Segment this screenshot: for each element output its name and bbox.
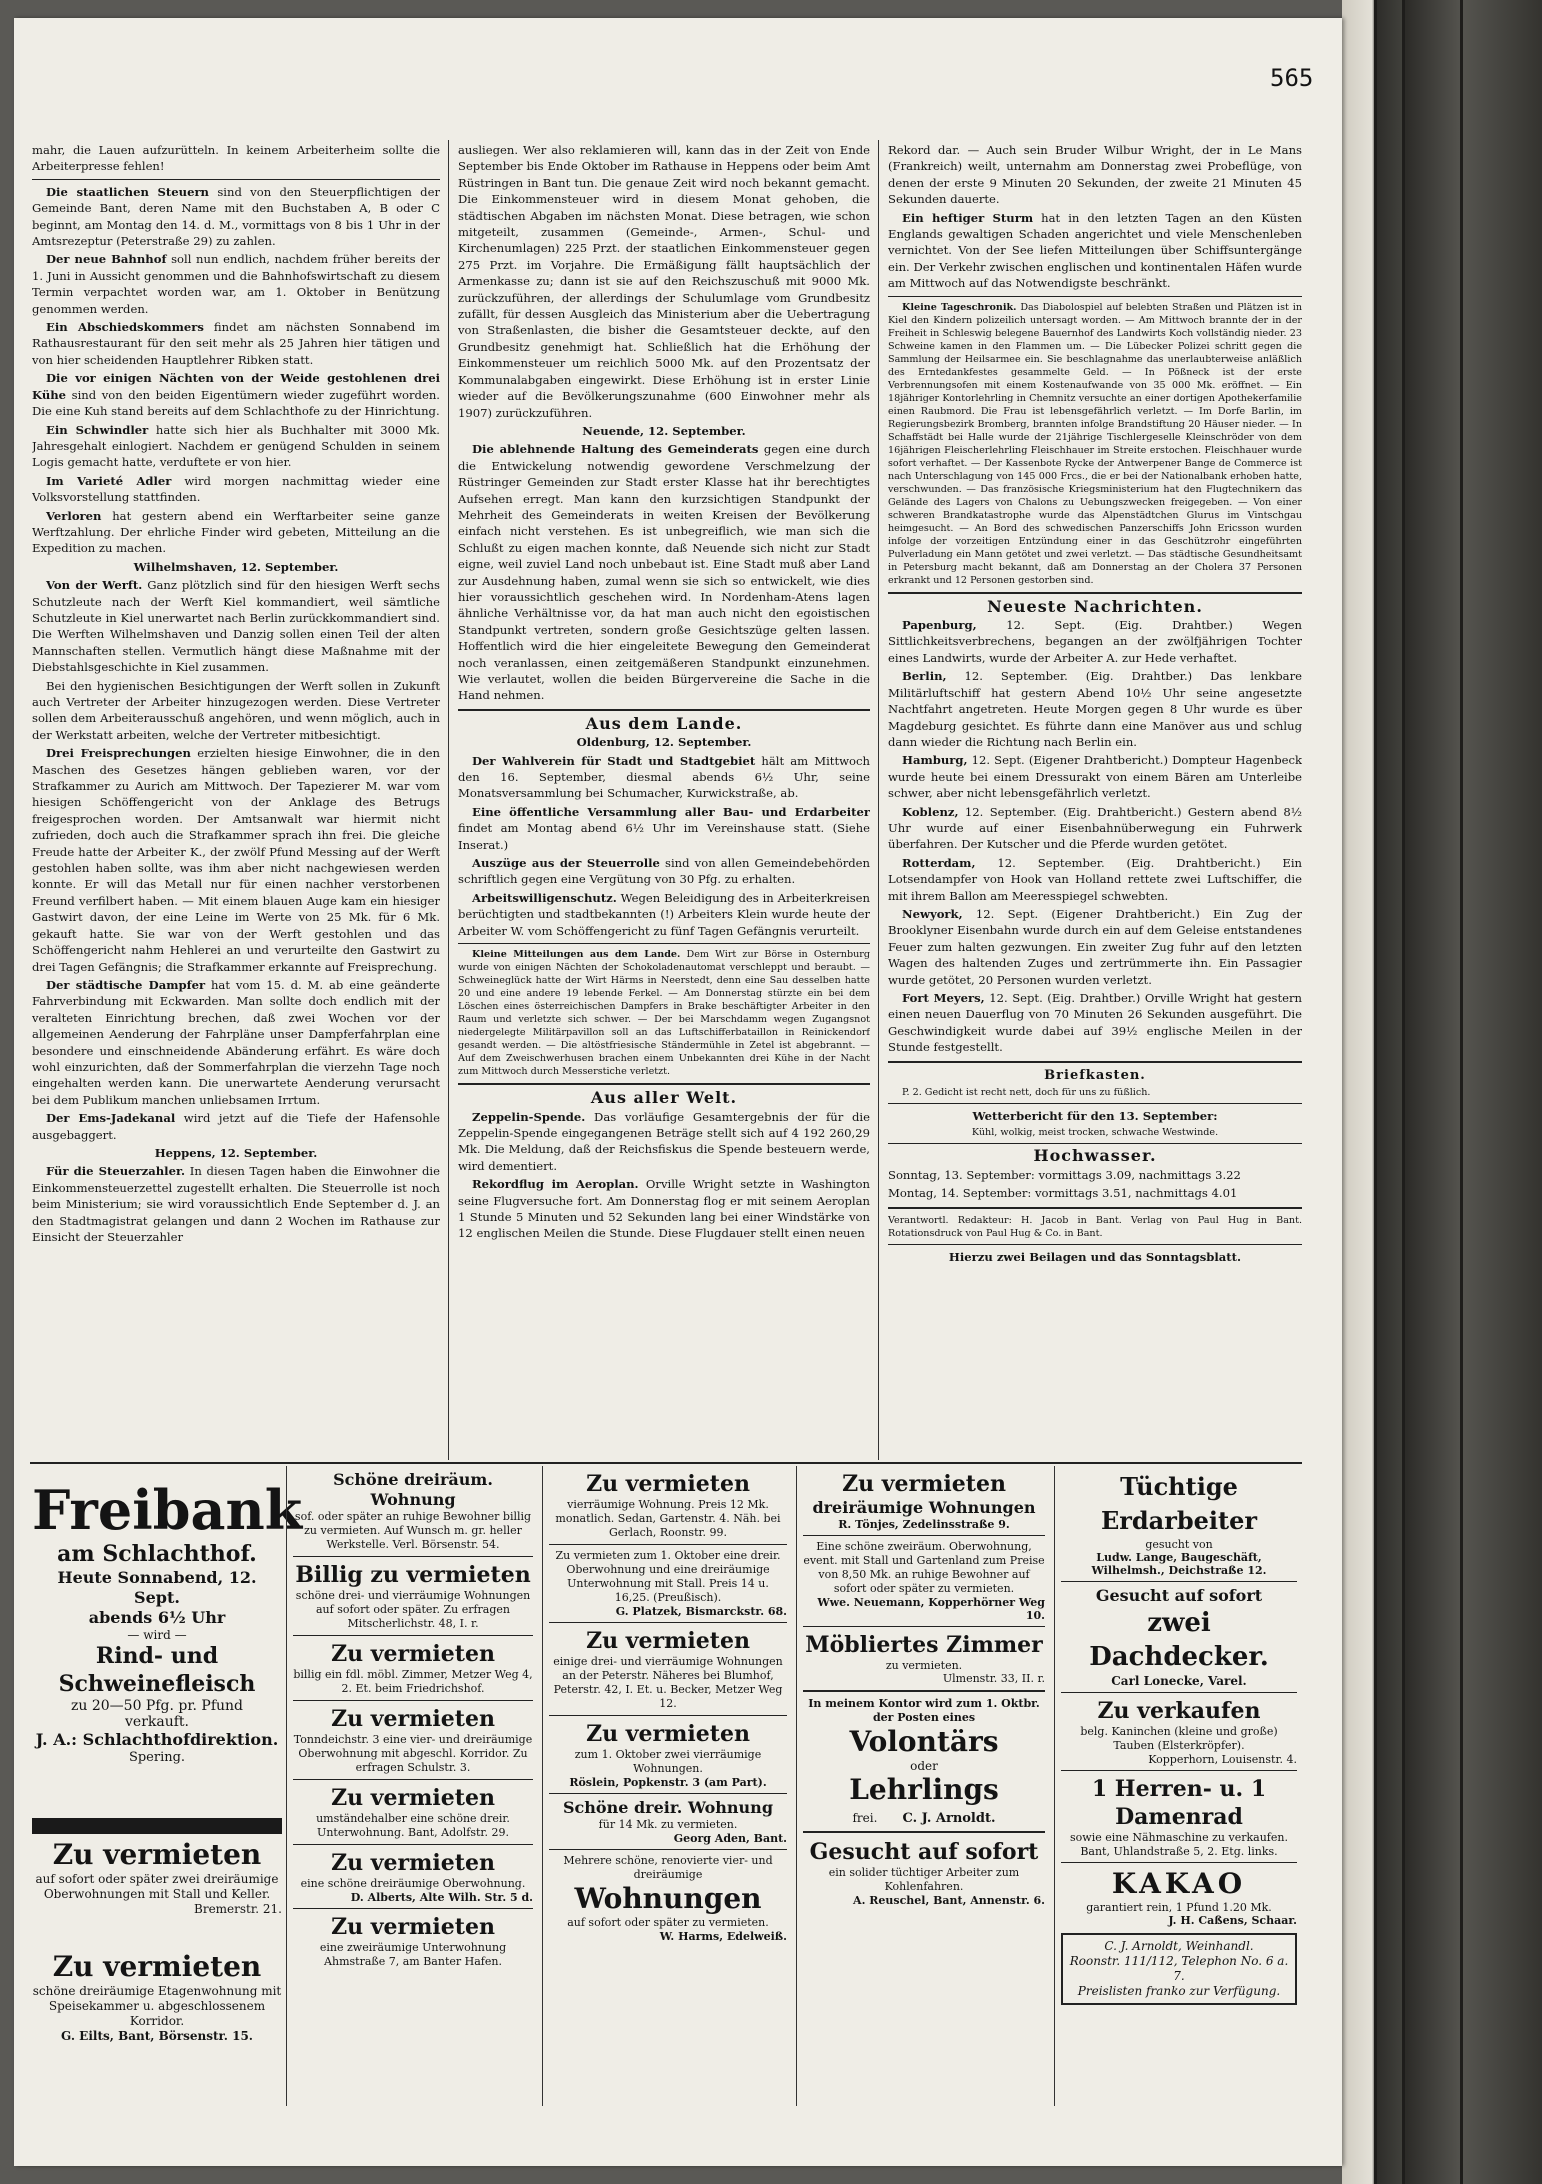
article: Die ablehnende Haltung des Gemeinderats gegen eine durch die Entwickelung notwendig gewordene Verschmelzung der Rüstringer Gemeinden zur Stadt erster Klasse hat ihr berechtigtes Aufsehen erregt. Man kann den kurzsichtigen Standpunkt der Mehrheit des Gemeinderats in weiten Kreisen der Bevölkerung einfach nicht verstehen. Es ist unbegreiflich, wie man sich die Schlußt zu eigen machen konnte, daß Neuende sich nicht zur Stadt eigne, weil zuviel Land noch unbebaut ist. Eine Stadt muß aber Land zur Ausdehnung haben, zumal wenn sie sich so entwickelt, wie dies hier voraussichtlich geschehen wird. In Nordenham-Atens lagen ähnliche Verhältnisse vor, da hat man auch nicht den egoistischen Standpunkt vertreten, sondern große Gesichtszüge gelten lassen. Hoffentlich wird die hier eingeleitete Bewegung den Gemeinderat noch veranlassen, einen zeitgemäßeren Standpunkt einzunehmen. Wie verlautet, wollen die beiden Bürgervereine die Sache in die Hand nehmen. [458, 442, 870, 703]
article: Der neue Bahnhof soll nun endlich, nachdem früher bereits der 1. Juni in Aussicht genommen und die Bahnhofswirtschaft zu diesem Termin verpachtet worden war, am 1. Oktober in Benützung genommen werden. [32, 252, 440, 316]
section-heading: Hochwasser. [1033, 1146, 1157, 1166]
article: Zeppelin-Spende. Das vorläufige Gesamtergebnis der für die Zeppelin-Spende eingegangenen Beträge stellt sich auf 4 192 260,29 Mk. Die Meldung, daß der Reichsfiskus die Spende besteuern werde, wird dementiert. [458, 1109, 870, 1173]
ad-stamp: C. J. Arnoldt, Weinhandl. Roonstr. 111/112, Telephon No. 6 a. 7. Preislisten franko zur Verfügung. [1061, 1933, 1297, 2005]
article: Der Ems-Jadekanal wird jetzt auf die Tiefe der Hafensohle ausgebaggert. [32, 1111, 440, 1142]
article: Ein Schwindler hatte sich hier als Buchhalter mit 3000 Mk. Jahresgehalt einlogiert. Nachdem er genügend Schulden in seinem Logis gemacht hatte, verduftete er von hier. [32, 422, 440, 470]
dateline: Oldenburg, 12. September. [576, 735, 752, 750]
dateline: Wilhelmshaven, 12. September. [133, 559, 339, 574]
section-heading: Neueste Nachrichten. [987, 596, 1203, 616]
article: Ein Abschiedskommers findet am nächsten Sonnabend im Rathausrestaurant für den seit mehr als 25 Jahren hier tätigen und von hier scheidenden Hauptlehrer Ribken statt. [32, 320, 440, 367]
article: Von der Werft. Ganz plötzlich sind für den hiesigen Werft sechs Schutzleute nach der Werft Kiel kommandiert, weil sämtliche Schutzleute in Kiel unerwartet nach Berlin zurückkommandiert sind. Die Werften Wilhelmshaven und Danzig sollen einen Teil der alten Mannschaften stellen. Vermutlich hängt diese Maßnahme mit der Diebstahlsgeschichte in Kiel zusammen. [32, 578, 440, 675]
article: Rekordflug im Aeroplan. Orville Wright setzte in Washington seine Flugversuche fort. Am Donnerstag flog er mit seinem Aeroplan 1 Stunde 5 Minuten und 52 Sekunden lang bei einer Windstärke von 12 englischen Meilen die Stunde. Diese Flugdauer stellt einen neuen [458, 1177, 870, 1241]
article: Die vor einigen Nächten von der Weide gestohlenen drei Kühe sind von den beiden Eigentümern wieder zugeführt worden. Die eine Kuh stand bereits auf dem Schlachthofe zu der Hinrichtung. [32, 371, 440, 419]
ads-column-b: Schöne dreiräum. Wohnung sof. oder später an ruhige Bewohner billig zu vermieten. Auf Wunsch m. gr. heller Werkstelle. Verl. Börsenstr. 54. Billig zu vermieten schöne drei- und vierräumige Wohnungen auf sofort oder später. Zu erfragen Mitscherlichstr. 48, I. r. Zu vermieten billig ein fdl. möbl. Zimmer, Metzer Weg 4, 2. Et. beim Friedrichshof. Zu vermieten Tonndeichstr. 3 eine vier- und dreiräumige Oberwohnung mit abgeschl. Korridor. Zu erfragen Schulstr. 3. Zu vermieten umständehalber eine schöne dreir. Unterwohnung. Bant, Adolfstr. 29. Zu vermieten eine schöne dreiräumige Oberwohnung. D. Alberts, Alte Wilh. Str. 5 d. Zu vermieten eine zweiräumige Unterwohnung Ahmstraße 7, am Banter Hafen. [286, 1466, 539, 2106]
column-rule [878, 140, 879, 1460]
news-item: Rotterdam, 12. September. (Eig. Drahtbericht.) Ein Lotsendampfer von Hook van Holland rettete zwei Luftschiffer, die mit ihrem Ballon am Meeresspiegel schwebten. [888, 855, 1302, 903]
ad-divider [32, 1818, 282, 1834]
section-heading: Aus dem Lande. [585, 713, 743, 733]
ads-column-c: Zu vermieten vierräumige Wohnung. Preis 12 Mk. monatlich. Sedan, Gartenstr. 4. Näh. bei Gerlach, Roonstr. 99. Zu vermieten zum 1. Oktober eine dreir. Oberwohnung und eine dreiräumige Unterwohnung mit Stall. Preis 14 u. 16,25. (Preußisch). G. Platzek, Bismarckstr. 68. Zu vermieten einige drei- und vierräumige Wohnungen an der Peterstr. Näheres bei Blumhof, Peterstr. 42, I. Et. u. Becker, Metzer Weg 12. Zu vermieten zum 1. Oktober zwei vierräumige Wohnungen. Röslein, Popkenstr. 3 (am Part). Schöne dreir. Wohnung für 14 Mk. zu vermieten. Georg Aden, Bant. Mehrere schöne, renovierte vier- und dreiräumige Wohnungen auf sofort oder später zu vermieten. W. Harms, Edelweiß. [542, 1466, 793, 2106]
news-item: Newyork, 12. Sept. (Eigener Drahtbericht.) Ein Zug der Brooklyner Eisenbahn wurde durch ein auf dem Geleise entstandenes Feuer zum halten gezwungen. Ein zweiter Zug fuhr auf den letzten Wagen des haltenden Zuges und zertrümmerte ihn. Ein Passagier wurde getötet, 20 Personen wurden verletzt. [888, 906, 1302, 987]
column-rule [448, 140, 449, 1460]
article: Drei Freisprechungen erzielten hiesige Einwohner, die in den Maschen des Gesetzes hängen geblieben waren, vor der Strafkammer zu Aurich am Mittwoch. Der Tapezierer M. war vom hiesigen Schöffengericht von der Anklage des Betrugs freigesprochen worden. Der Amtsanwalt war hiermit nicht zufrieden, doch auch die Strafkammer sprach ihn frei. Die gleiche Freude hatte der Arbeiter K., der zwölf Pfund Messing auf der Werft gestohlen haben sollte, was ihm aber nicht nachgewiesen werden konnte. Er will das Metall nur für einen nachher verstorbenen Freund verfilbert haben. — Mit einem blauen Auge kam ein hiesiger Gastwirt davon, der eine Leine im Werte von 25 Mk. für 6 Mk. gekauft hatte. Sie war von der Werft gestohlen und das Schöffengericht nahm Hehlerei an und verurteilte den Gastwirt zu drei Tagen Gefängnis; die Strafkammer erkannte auf Freisprechung. [32, 746, 440, 974]
ad-freibank: Freibank am Schlachthof. Heute Sonnabend, 12. Sept. abends 6½ Uhr — wird — Rind- und Schweinefleisch zu 20—50 Pfg. pr. Pfund verkauft. J. A.: Schlachthofdirektion. Spering. [32, 1478, 303, 1765]
imprint: Verantwortl. Redakteur: H. Jacob in Bant. Verlag von Paul Hug in Bant. Rotationsdruck von Paul Hug & Co. in Bant. [888, 1214, 1302, 1239]
column-1 [32, 142, 440, 1452]
section-heading: Aus aller Welt. [590, 1088, 738, 1108]
article: Auszüge aus der Steuerrolle sind von allen Gemeindebehörden schriftlich gegen eine Vergütung von 30 Pfg. zu erhalten. [458, 856, 870, 887]
tide-line: Sonntag, 13. September: vormittags 3.09, nachmittags 3.22 [888, 1167, 1241, 1182]
ad-rent: Zu vermieten auf sofort oder später zwei dreiräumige Oberwohnungen mit Stall und Keller. Bremerstr. 21. [35, 1838, 282, 1916]
ad-rent: Zu vermieten schöne dreiräumige Etagenwohnung mit Speisekammer u. abgeschlossenem Korridor. G. Eilts, Bant, Börsenstr. 15. [32, 1950, 282, 2043]
weather-heading: Wetterbericht für den 13. September: [972, 1109, 1218, 1124]
article: Verloren hat gestern abend ein Werftarbeiter seine ganze Werftzahlung. Der ehrliche Finder wird gebeten, Mitteilung an die Expedition zu machen. [32, 508, 440, 556]
article: Der städtische Dampfer hat vom 15. d. M. ab eine geänderte Fahrverbindung mit Eckwarden. Man sollte doch endlich mit der veralteten Einrichtung brechen, daß zwei Wochen vor der allgemeinen Aenderung der Fahrpläne unser Dampferfahrplan eine besondere und einschneidende Abänderung erfährt. Es wäre doch wohl einzurichten, daß der Sommerfahrplan die vierzehn Tage noch eingehalten werden kann. Die unerwartete Aenderung verursacht bei dem Publikum manchen unliebsamen Irrtum. [32, 977, 440, 1107]
supplement-note: Hierzu zwei Beilagen und das Sonntagsblatt. [948, 1249, 1242, 1264]
article: Für die Steuerzahler. In diesen Tagen haben die Einwohner die Einkommensteuerzettel zugestellt erhalten. Die Steuerrolle ist noch beim Ministerium; sie wird voraussichtlich Ende September d. J. an den Stadtmagistrat gelangen und dann 2 Wochen im Rathause zur Einsicht der Steuerzahler [32, 1164, 440, 1244]
news-item: Fort Meyers, 12. Sept. (Eig. Drahtber.) Orville Wright hat gestern einen neuen Dauerflug von 70 Minuten 26 Sekunden ausgeführt. Die Geschwindigkeit wurde dabei auf 39½ englische Meilen in der Stunde festgestellt. [888, 991, 1302, 1055]
article: Arbeitswilligenschutz. Wegen Beleidigung des in Arbeiterkreisen berüchtigten und stadtbekannten (!) Arbeiters Klein wurde heute der Arbeiter W. vom Schöffengericht zu fünf Tagen Gefängnis verurteilt. [458, 890, 870, 938]
ads-column-e: Tüchtige Erdarbeiter gesucht von Ludw. Lange, Baugeschäft, Wilhelmsh., Deichstraße 12. Gesucht auf sofort zwei Dachdecker. Carl Lonecke, Varel. Zu verkaufen belg. Kaninchen (kleine und große) Tauben (Elsterkröpfer). Kopperhorn, Louisenstr. 4. 1 Herren- u. 1 Damenrad sowie eine Nähmaschine zu verkaufen. Bant, Uhlandstraße 5, 2. Etg. links. KAKAO garantiert rein, 1 Pfund 1.20 Mk. J. H. Caßens, Schaar. C. J. Arnoldt, Weinhandl. Roonstr. 111/112, Telephon No. 6 a. 7. Preislisten franko zur Verfügung. [1054, 1466, 1303, 2106]
dateline: Neuende, 12. September. [582, 423, 746, 438]
section-heading: Briefkasten. [1044, 1067, 1146, 1083]
ads-column-d: Zu vermieten dreiräumige Wohnungen R. Tönjes, Zedelinsstraße 9. Eine schöne zweiräum. Oberwohnung, event. mit Stall und Gartenland zum Preise von 8,50 Mk. an ruhige Bewohner auf sofort oder später zu vermieten. Wwe. Neuemann, Kopperhörner Weg 10. Möbliertes Zimmer zu vermieten. Ulmenstr. 33, II. r. In meinem Kontor wird zum 1. Oktbr. der Posten eines Volontärs oder Lehrlings frei. C. J. Arnoldt. Gesucht auf sofort ein solider tüchtiger Arbeiter zum Kohlenfahren. A. Reuschel, Bant, Annenstr. 6. [796, 1466, 1051, 2106]
page-number: 565 [1270, 64, 1314, 92]
news-item: Papenburg, 12. Sept. (Eig. Drahtber.) Wegen Sittlichkeitsverbrechens, begangen an der zwölfjährigen Tochter eines Landwirts, wurde der Arbeiter A. zur Hede verhaftet. [888, 618, 1302, 665]
ads-rule [30, 1462, 1302, 1464]
dateline: Heppens, 12. September. [154, 1145, 318, 1160]
weather-text: Kühl, wolkig, meist trocken, schwache Westwinde. [971, 1127, 1219, 1139]
news-item: Koblenz, 12. September. (Eig. Drahtbericht.) Gestern abend 8½ Uhr wurde auf einer Eisenbahnüberwegung ein Fuhrwerk überfahren. Der Kutscher und die Pferde wurden getötet. [888, 804, 1302, 852]
article-small: Kleine Tageschronik. Das Diabolospiel auf belebten Straßen und Plätzen ist in Kiel den Kindern polizeilich untersagt worden. — Am Mittwoch brannte der in der Freiheit in Schleswig belegene Bauernhof des Landwirts Koch vollständig nieder. 23 Schweine kamen in den Flammen um. — Die Lübecker Polizei schritt gegen die Sammlung der Heilsarmee ein. Sie beschlagnahme das unerlaubterweise anläßlich des Erntedankfestes gesammelte Geld. — In Pößneck ist der erste Verbrennungsofen mit einem Kostenaufwande von 35 000 Mk. eröffnet. — Ein 18jähriger Kontorlehrling in Chemnitz versuchte an einer dortigen Apothekerfamilie einen Raubmord. Die Frau ist lebensgefährlich verletzt. — Im Dorfe Barlin, im Regierungsbezirk Bromberg, brannten infolge Brandstiftung 20 Häuser nieder. — In Schaffstädt bei Halle wurde der 21jährige Tischlergeselle Kleinschröder von dem 16jährigen Fleischerlehrling Fleischhauer im Streite erstochen. Fleischhauer wurde sofort verhaftet. — Der Kassenbote Rycke der Antwerpener Bange de Commerce ist nach Unterschlagung von 145 000 Frcs., die er bei der Nationalbank erhoben hatte, verschwunden. — Das französische Kriegsministerium hat den Flugtechnikern das Gelände des Lagers von Chalons zu Uebungszwecken freigegeben. — Von einer schweren Brandkatastrophe wurde das Alpenstädtchen Glurus im Vintschgau heimgesucht. — An Bord des schwedischen Panzerschiffs John Ericsson wurden infolge der vorzeitigen Entzündung einer in das Geschützrohr eingeführten Pulverladung ein Mann getötet und zwei verletzt. — Das städtische Gesundheitsamt in Petersburg macht bekannt, daß am Donnerstag an der Cholera 37 Personen erkrankt und 12 Personen gestorben sind. [888, 301, 1302, 586]
article: Der Wahlverein für Stadt und Stadtgebiet hält am Mittwoch den 16. September, diesmal abends 6½ Uhr, seine Monatsversammlung bei Schumacher, Kurwickstraße, ab. [458, 753, 870, 801]
article: Bei den hygienischen Besichtigungen der Werft sollen in Zukunft auch Vertreter der Arbeiter hinzugezogen werden. Diese Vertreter sollen dem Arbeiterausschuß angehören, und wenn möglich, auch in der Werkstatt arbeiten, welche der Vertreter mitbesichtigt. [32, 678, 440, 742]
article: Im Varieté Adler wird morgen nachmittag wieder eine Volksvorstellung stattfinden. [32, 473, 440, 505]
article: Eine öffentliche Versammlung aller Bau- und Erdarbeiter findet am Montag abend 6½ Uhr im Vereinshause statt. (Siehe Inserat.) [458, 804, 870, 852]
news-item: Hamburg, 12. Sept. (Eigener Drahtbericht.) Dompteur Hagenbeck wurde heute bei einem Dressurakt von einem Bären am Unterleibe schwer, aber nicht lebensgefährlich verletzt. [888, 753, 1302, 801]
column-3 [888, 142, 1302, 1452]
article: Ein heftiger Sturm hat in den letzten Tagen an den Küsten Englands gewaltigen Schaden angerichtet und viele Menschenleben vernichtet. Von der See liefen Mitteilungen über Schiffsuntergänge ein. Der Verkehr zwischen englischen und kontinentalen Häfen wurde am Mittwoch auf das Notwendigste beschränkt. [888, 210, 1302, 291]
book-binding [1342, 0, 1542, 2184]
article-small: Kleine Mitteilungen aus dem Lande. Dem Wirt zur Börse in Osternburg wurde von einigen Nächten der Schokoladenautomat verschleppt und beraubt. — Schweineglück hatte der Wirt Härms in Neerstedt, denn eine Sau desselben hatte 20 und eine andere 19 lebende Ferkel. — Am Donnerstag stürzte ein bei dem Löschen eines österreichischen Dampfers in Brake beschäftigter Arbeiter in den Raum und verletzte sich schwer. — Der bei Marschdamm wegen Zugangsnot niedergelegte Militärpavillon soll an das Luftschifferbataillon in Reinickendorf gesandt werden. — Die altöstfriesische Ständermühle in Zetel ist abgebrannt. — Auf dem Zweischwerhusen brachen einem Unbekannten drei Kühe in der Nacht zum Mittwoch durch Messerstiche verletzt. [458, 949, 870, 1078]
tide-line: Montag, 14. September: vormittags 3.51, nachmittags 4.01 [888, 1186, 1238, 1201]
letterbox: P. 2. Gedicht ist recht nett, doch für uns zu füßlich. [902, 1087, 1151, 1099]
column-2 [458, 142, 870, 1452]
article-text: Rekord dar. — Auch sein Bruder Wilbur Wright, der in Le Mans (Frankreich) weilt, unternahm am Donnerstag zwei Probeflüge, von denen der erste 9 Minuten 20 Sekunden, der zweite 21 Minuten 45 Sekunden dauerte. [888, 143, 1302, 207]
news-item: Berlin, 12. September. (Eig. Drahtber.) Das lenkbare Militärluftschiff hat gestern Abend 10½ Uhr seine angesetzte Nachtfahrt angetreten. Heute Morgen gegen 8 Uhr wurde es über Magdeburg gesichtet. Es führte dann eine Manöver aus und schlug dann wieder die Richtung nach Berlin ein. [888, 669, 1302, 749]
article-text: ausliegen. Wer also reklamieren will, kann das in der Zeit von Ende September bis Ende Oktober im Rathause in Heppens oder beim Amt Rüstringen in Bant tun. Die genaue Zeit wird noch bekannt gemacht. Die Einkommensteuer wird in diesem Monat gehoben, die städtischen Abgaben im nächsten Monat. Diese betragen, wie schon mitgeteilt, zusammen (Gemeinde-, Armen-, Schul- und Kirchenumlagen) 225 Przt. der staatlichen Einkommensteuer gegen 275 Przt. im Vorjahre. Die Ermäßigung fällt hauptsächlich der Armenkasse zu; dann ist sie auf den Reichszuschuß mit 9000 Mk. zurückzuführen, der allerdings der Schulumlage vom Grundbesitz zufällt, für dessen Ausgleich das Ministerium aber die Uebertragung von Straßenlasten, die bisher die Gesamtsteuer deckte, auf den Grundbesitz genehmigt hat. Schließlich hat die Erhöhung der Einkommensteuer um reichlich 5000 Mk. auf den Prozentsatz der Kommunalabgaben eingewirkt. Diese Erhöhung ist in erster Linie wieder auf die Bevölkerungszunahme (600 Einwohner mehr als 1907) zurückzuführen. [458, 143, 870, 420]
article-text: mahr, die Lauen aufzurütteln. In keinem Arbeiterheim sollte die Arbeiterpresse fehlen! [32, 143, 440, 174]
article: Die staatlichen Steuern sind von den Steuerpflichtigen der Gemeinde Bant, deren Name mit den Buchstaben A, B oder C beginnt, am Montag den 14. d. M., vormittags von 8 bis 1 Uhr in der Amtsrezeptur (Peterstraße 29) zu zahlen. [32, 184, 440, 249]
ad-title: Freibank [32, 1478, 303, 1542]
